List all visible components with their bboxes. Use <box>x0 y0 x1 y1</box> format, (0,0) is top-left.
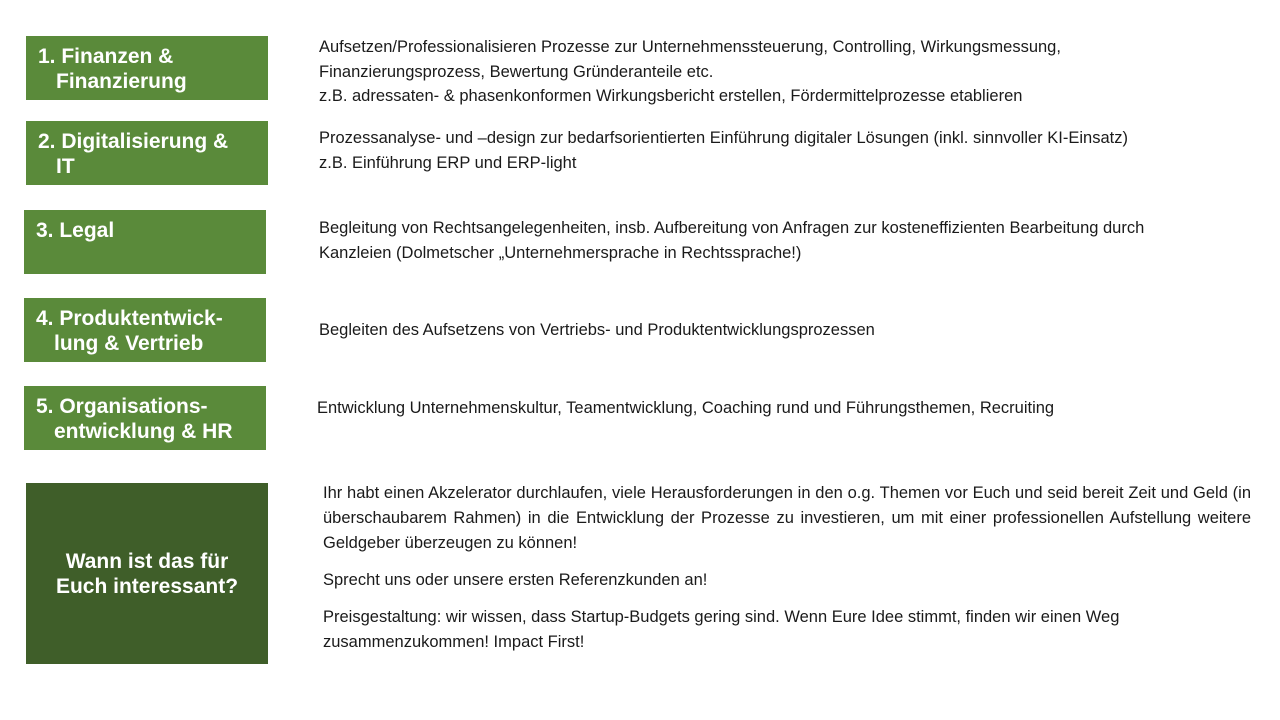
interest-paragraph: Sprecht uns oder unsere ersten Referenzkunden an! <box>323 571 708 589</box>
description-line: Begleiten des Aufsetzens von Vertriebs- und Produktentwicklungsprozessen <box>319 321 875 339</box>
interest-box <box>26 483 268 664</box>
interest-paragraph: Ihr habt einen Akzelerator durchlaufen, viele Herausforderungen in den o.g. Themen vor Euch und seid bereit Zeit und Geld (in überschaubarem Rahmen) in die Entwicklung der Prozesse zu investieren, um mit einer professionellen Aufstellung weitere Geldgeber überzeugen zu können! <box>323 484 1251 552</box>
interest-paragraph: Preisgestaltung: wir wissen, dass Startup-Budgets gering sind. Wenn Eure Idee stimmt, finden wir einen Weg zusammenzukommen! Impact First! <box>323 608 1120 651</box>
interest-label-line: Wann ist das für <box>65 549 229 573</box>
category-finanzen <box>26 36 268 100</box>
category-label-line: 5. Organisations- <box>36 395 208 418</box>
category-produktentwicklung <box>24 298 266 362</box>
category-description <box>319 126 1128 175</box>
description-line: Finanzierungsprozess, Bewertung Gründeranteile etc. <box>319 62 714 81</box>
category-legal <box>24 210 266 274</box>
description-line: Entwicklung Unternehmenskultur, Teamentwicklung, Coaching rund und Führungsthemen, Recruiting <box>317 399 1055 417</box>
category-label-line: 4. Produktentwick- <box>36 307 223 330</box>
category-organisationsentwicklung <box>24 386 266 450</box>
category-label-line: lung & Vertrieb <box>54 332 204 355</box>
description-line: z.B. Einführung ERP und ERP-light <box>319 153 577 172</box>
interest-label-line: Euch interessant? <box>55 574 239 598</box>
description-line: Begleitung von Rechtsangelegenheiten, insb. Aufbereitung von Anfragen zur kosteneffizienten Bearbeitung durch <box>319 219 1145 237</box>
description-line: Kanzleien (Dolmetscher „Unternehmersprache in Rechtssprache!) <box>319 243 802 262</box>
category-description <box>319 216 1144 265</box>
category-description <box>317 396 1054 421</box>
description-line: Prozessanalyse- und –design zur bedarfsorientierten Einführung digitaler Lösungen (inkl. sinnvoller KI-Einsatz) <box>319 129 1128 147</box>
category-label-line: 1. Finanzen & <box>38 45 174 68</box>
description-line: Aufsetzen/Professionalisieren Prozesse zur Unternehmenssteuerung, Controlling, Wirkungsmessung, <box>319 38 1061 56</box>
category-label-line: 3. Legal <box>36 219 115 242</box>
interest-description <box>323 481 1251 667</box>
category-label-line: Finanzierung <box>56 70 187 93</box>
category-description <box>319 35 1061 109</box>
category-description <box>319 318 875 343</box>
category-label-line: 2. Digitalisierung & <box>38 130 229 153</box>
category-digitalisierung <box>26 121 268 185</box>
description-line: z.B. adressaten- & phasenkonformen Wirkungsbericht erstellen, Fördermittelprozesse etablieren <box>319 87 1023 105</box>
category-label-line: IT <box>56 155 75 178</box>
category-label-line: entwicklung & HR <box>54 420 233 443</box>
